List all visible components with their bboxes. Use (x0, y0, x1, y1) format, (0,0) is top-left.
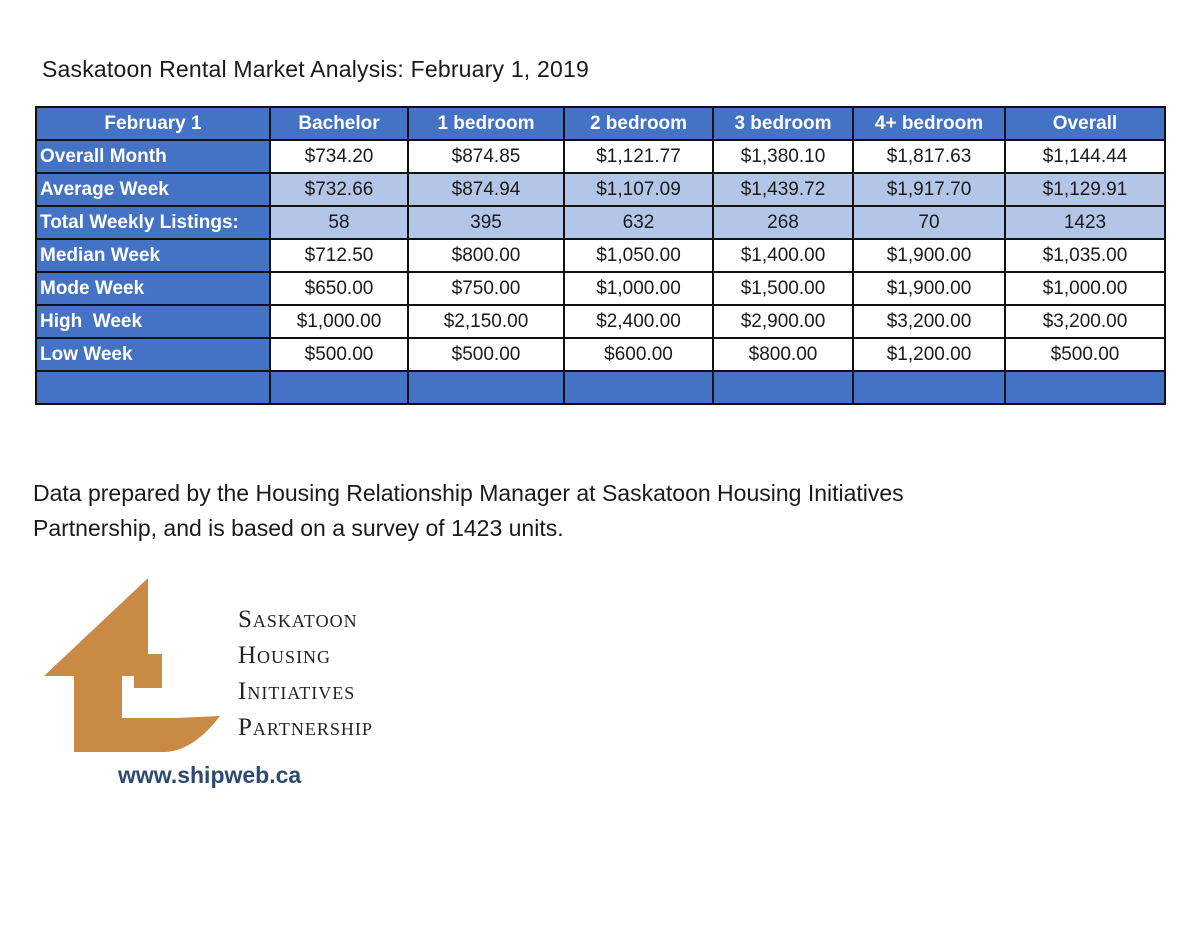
table-cell: $874.94 (408, 173, 564, 206)
table-cell: $1,817.63 (853, 140, 1005, 173)
column-header: 3 bedroom (713, 107, 853, 140)
table-cell: $2,400.00 (564, 305, 713, 338)
table-cell: $800.00 (408, 239, 564, 272)
empty-cell (564, 371, 713, 404)
table-cell: $500.00 (270, 338, 408, 371)
column-header: Overall (1005, 107, 1165, 140)
table-cell: $2,900.00 (713, 305, 853, 338)
logo-line: Saskatoon (238, 606, 358, 633)
logo-line: Housing (238, 642, 332, 669)
table-cell: $600.00 (564, 338, 713, 371)
empty-table-row (36, 371, 1165, 404)
table-cell: $3,200.00 (853, 305, 1005, 338)
empty-cell (270, 371, 408, 404)
table-cell: $1,400.00 (713, 239, 853, 272)
table-cell: $1,121.77 (564, 140, 713, 173)
table-cell: $1,439.72 (713, 173, 853, 206)
table-cell: $1,500.00 (713, 272, 853, 305)
logo-line: Partnership (238, 714, 373, 741)
table-cell: $734.20 (270, 140, 408, 173)
table-cell: 268 (713, 206, 853, 239)
table-row (36, 206, 1165, 239)
table-row (36, 338, 1165, 371)
table-cell: $650.00 (270, 272, 408, 305)
table-cell: $1,900.00 (853, 272, 1005, 305)
table-cell: $750.00 (408, 272, 564, 305)
row-label: High Week (36, 305, 270, 338)
table-cell: $500.00 (408, 338, 564, 371)
table-cell: $500.00 (1005, 338, 1165, 371)
table-cell: $1,035.00 (1005, 239, 1165, 272)
rental-market-table (35, 106, 1166, 405)
table-cell: $1,200.00 (853, 338, 1005, 371)
table-cell: $1,000.00 (564, 272, 713, 305)
table-cell: 632 (564, 206, 713, 239)
table-header-row (36, 107, 1165, 140)
table-cell: 58 (270, 206, 408, 239)
table-cell: $1,000.00 (270, 305, 408, 338)
table-cell: $2,150.00 (408, 305, 564, 338)
logo-wordmark (238, 602, 373, 746)
row-label: Overall Month (36, 140, 270, 173)
table-cell: $1,050.00 (564, 239, 713, 272)
table-cell: $1,900.00 (853, 239, 1005, 272)
table-cell: $1,380.10 (713, 140, 853, 173)
row-label: Average Week (36, 173, 270, 206)
table-cell: 395 (408, 206, 564, 239)
column-header: Bachelor (270, 107, 408, 140)
website-link[interactable]: www.shipweb.ca (118, 762, 302, 788)
table-cell: $800.00 (713, 338, 853, 371)
data-source-note: Data prepared by the Housing Relationship Manager at Saskatoon Housing Initiatives Partnership, and is based on a survey of 1423 units. (33, 480, 904, 541)
table-cell: 1423 (1005, 206, 1165, 239)
table-row (36, 305, 1165, 338)
column-header: 4+ bedroom (853, 107, 1005, 140)
logo-line: Initiatives (238, 678, 356, 705)
table-cell: $3,200.00 (1005, 305, 1165, 338)
table-cell: 70 (853, 206, 1005, 239)
table-row (36, 272, 1165, 305)
table-cell: $1,107.09 (564, 173, 713, 206)
table-cell: $1,000.00 (1005, 272, 1165, 305)
column-header: 2 bedroom (564, 107, 713, 140)
table-row (36, 239, 1165, 272)
empty-cell (36, 371, 270, 404)
table-cell: $1,144.44 (1005, 140, 1165, 173)
table-cell: $712.50 (270, 239, 408, 272)
page-title: Saskatoon Rental Market Analysis: February 1, 2019 (42, 56, 589, 82)
table-row (36, 140, 1165, 173)
table-cell: $1,917.70 (853, 173, 1005, 206)
row-label: Total Weekly Listings: (36, 206, 270, 239)
row-label: Low Week (36, 338, 270, 371)
table-cell: $1,129.91 (1005, 173, 1165, 206)
column-header: 1 bedroom (408, 107, 564, 140)
empty-cell (1005, 371, 1165, 404)
table-row (36, 173, 1165, 206)
empty-cell (713, 371, 853, 404)
table-cell: $874.85 (408, 140, 564, 173)
empty-cell (853, 371, 1005, 404)
empty-cell (408, 371, 564, 404)
table-cell: $732.66 (270, 173, 408, 206)
column-header: February 1 (36, 107, 270, 140)
row-label: Mode Week (36, 272, 270, 305)
house-logo-icon (44, 578, 222, 754)
row-label: Median Week (36, 239, 270, 272)
